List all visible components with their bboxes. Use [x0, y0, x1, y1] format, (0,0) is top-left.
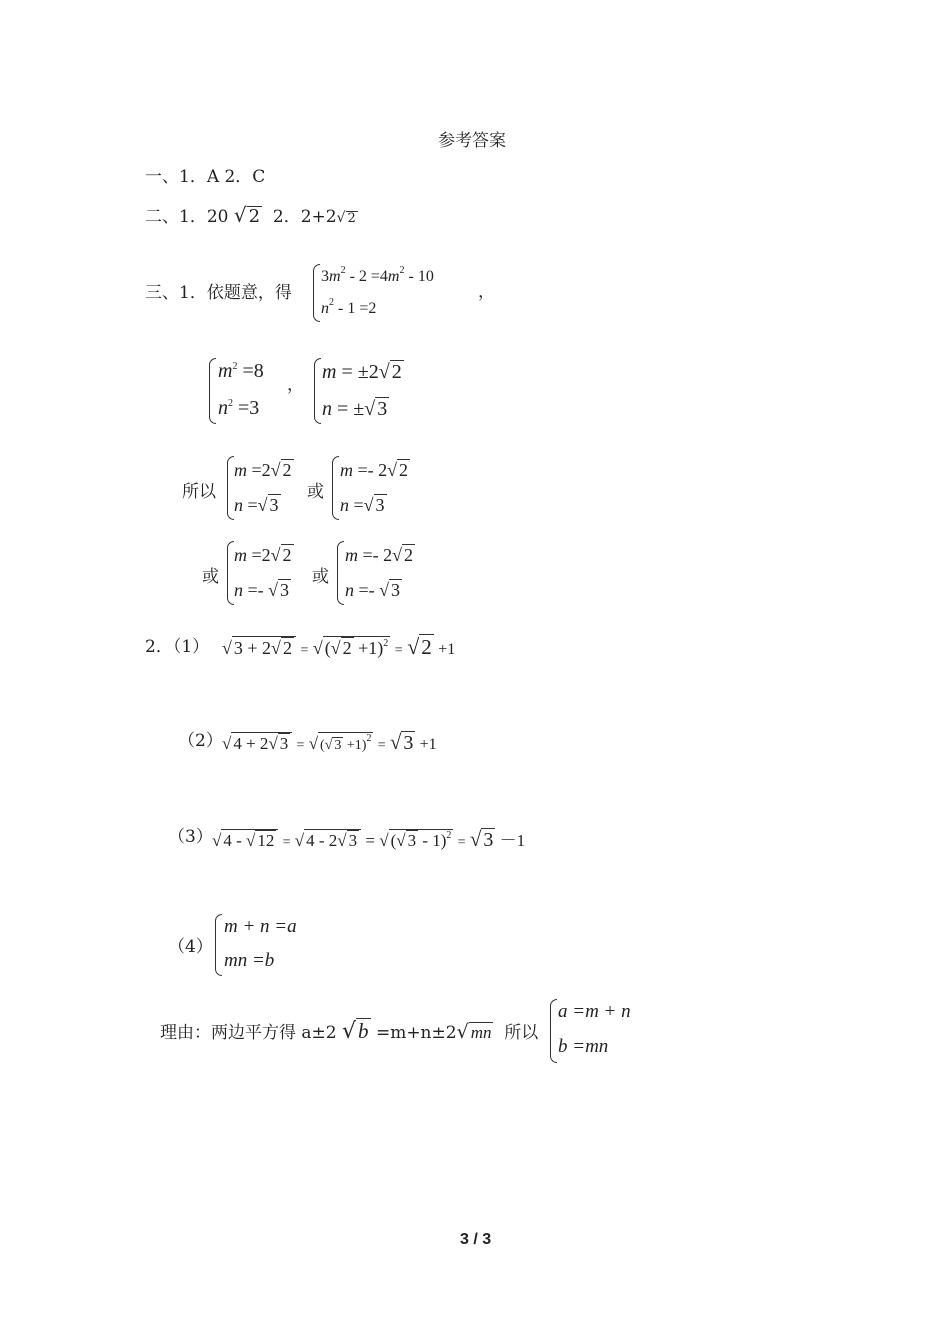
or-label-3: 或: [312, 567, 329, 587]
section-1-answers: 一、1．A 2．C: [145, 167, 266, 187]
comma-2: ，: [287, 375, 304, 395]
q2-part2-expr: √ 4 + 2√ 3 = √ (√ 3 +1)$^2$ = √ 3 +1: [222, 730, 437, 754]
brace-case4: [337, 541, 344, 605]
brace-case1: [227, 456, 234, 520]
brace-case2: [332, 456, 339, 520]
q2-label: 2．（1）: [145, 637, 210, 657]
sys2-row1: $m^2 =8$: [218, 360, 264, 382]
so-label: 所以: [182, 482, 216, 502]
case4-row1: m =- 2√ 2: [345, 545, 414, 565]
reason-label: 理由：两边平方得 a±2: [160, 1023, 337, 1043]
section-2-answers: 二、1．20 √ 2 2．2+2√ 2: [145, 203, 356, 227]
sys2-row2: $n^2 =3$: [218, 397, 260, 419]
reason-so: 所以: [504, 1023, 539, 1043]
page-number: 3 / 3: [460, 1231, 492, 1248]
case1-row2: n =√ 3: [234, 495, 279, 515]
sqrt-b: b: [358, 1019, 369, 1043]
reason-line: 理由：两边平方得 a±2 √b =m+n±2√ mn 所以: [160, 1019, 539, 1044]
case4-row2: n =- √ 3: [345, 580, 401, 600]
q2-part3-label: （3）: [168, 827, 213, 847]
reason-row1: a =m + n: [558, 1001, 631, 1022]
q2-part4-label: （4）: [168, 937, 213, 957]
q2-part4-row2: mn =b: [224, 950, 275, 971]
sqrt-2-a: 2: [248, 206, 261, 227]
case2-row1: m =- 2√ 2: [340, 460, 409, 480]
q2-part4-row1: m + n =a: [224, 916, 297, 937]
brace-case3: [227, 541, 234, 605]
section-2-label: 二、1．20: [145, 207, 229, 227]
q2-part3-expr: √ 4 - √ 12 = √ 4 - 2√ 3 = √ (√ 3 - 1)$^2$ = √ 3 －1: [212, 827, 526, 851]
comma: ，: [478, 282, 495, 302]
brace-sys2: [209, 358, 216, 424]
sqrt-mn: mn: [470, 1023, 492, 1042]
sys3-row2: n = ±√ 3: [322, 398, 388, 420]
brace-sys3: [314, 358, 321, 424]
case3-row2: n =- √ 3: [234, 580, 290, 600]
case1-row1: m =2√ 2: [234, 460, 292, 480]
sqrt-2-c: 2: [347, 211, 356, 226]
case3-row1: m =2√ 2: [234, 545, 292, 565]
q2-part1-expr: √ 3 + 2√ 2 = √ (√ 2 +1)$^2$ = √2 +1: [222, 634, 456, 659]
brace-sys1: [313, 264, 320, 322]
q2-part2-label: （2）: [178, 731, 223, 751]
sys3-row1: m = ±2√ 2: [322, 361, 402, 383]
or-label-2: 或: [202, 567, 219, 587]
section-2-part2: 2．2+2: [272, 207, 337, 227]
brace-q2-4: [215, 914, 222, 976]
sys1-row2: $n^2 - 1 =2$: [321, 297, 377, 317]
section-3-label: 三、1．依题意，得: [145, 283, 292, 303]
reason-mid: =m+n±2: [375, 1023, 457, 1043]
case2-row2: n =√ 3: [340, 495, 385, 515]
sys1-row1: $3m^2 - 2 =4m^2 - 10$: [321, 265, 434, 285]
or-label-1: 或: [307, 482, 324, 502]
reason-row2: b =mn: [558, 1036, 609, 1057]
page-title: 参考答案: [438, 131, 506, 151]
brace-reason: [550, 999, 557, 1063]
